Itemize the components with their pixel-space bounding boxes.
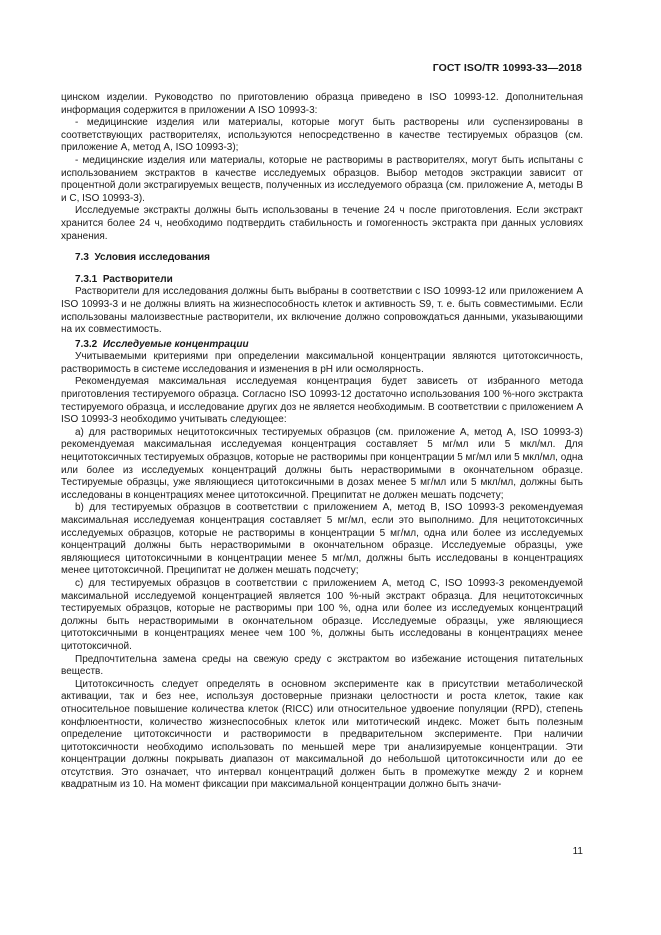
paragraph: Цитотоксичность следует определять в основном эксперименте как в присутствии метаболической активации, так и без нее, используя достоверные признаки целостности и роста клеток, такие как относительное повышение количества клеток (RICC) или относительное удвоение популяции (RPD), степень конфлюентности, количество жизнеспособных клеток или митотический индекс. Может быть полезным определение цитотоксичности и растворимости в предварительном эксперименте. При наличии цитотоксичности необходимо использовать по меньшей мере три анализируемые концентрации. Эти концентрации должны покрывать диапазон от максимальной до небольшой цитотоксичности или до ее отсутствия. Это означает, что интервал концентраций должен быть в промежутке между 2 и корнем квадратным из 10. На момент фиксации при максимальной концентрации должно быть значи-: [61, 678, 583, 791]
section-title: Растворители: [102, 273, 173, 285]
section-number: 7.3.2: [75, 338, 98, 350]
list-item: - медицинские изделия или материалы, которые могут быть растворены или суспензированы в соответствующих растворителях, используются непосредственно в качестве тестируемых образцов (см. приложение А, метод А, ISO 10993-3);: [61, 117, 583, 154]
section-number: 7.3: [75, 252, 89, 264]
paragraph: Растворители для исследования должны быть выбраны в соответствии с ISO 10993-12 или приложением А ISO 10993-3 и не должны влиять на жизнеспособность клеток и активность S9, т. е. быть совместимыми. Если использованы малоизвестные растворители, их включение должно сопровождаться данными, указывающими на их совместимость.: [61, 286, 583, 336]
section-heading-7-3: [61, 252, 583, 265]
page-number: 11: [572, 846, 583, 857]
paragraph: цинском изделии. Руководство по приготовлению образца приведено в ISO 10993-12. Дополнительная информация содержится в приложении А ISO 10993-3:: [61, 92, 583, 116]
section-title: Исследуемые концентрации: [102, 338, 249, 350]
list-item-a: а) для растворимых нецитотоксичных тестируемых образцов (см. приложение А, метод А, ISO 10993-3) рекомендуемая максимальная исследуемая концентрация составляет 5 мг/мл или 5 мкл/мл. Для нецитотоксичных тестируемых образцов, которые не растворимы при концентрации 5 мг/мл или 5 мкл/мл, одна или более из исследуемых концентраций должны быть нерастворимыми в окончательном образце. Тестируемые образцы, уже являющиеся цитотоксичными в дозах менее 5 мг/мл или 5 мкл/мл, должны быть исследованы в концентрациях менее цитотоксичной. Преципитат не должен мешать подсчету;: [61, 426, 583, 501]
document-body: [61, 92, 583, 792]
paragraph: Учитываемыми критериями при определении максимальной концентрации являются цитотоксичность, растворимость в системе исследования и изменения в pH или осмолярность.: [61, 351, 583, 375]
list-item: - медицинские изделия или материалы, которые не растворимы в растворителях, могут быть испытаны с использованием экстрактов в качестве исследуемых образцов. Выбор методов экстракции зависит от процентной доли экстрагируемых веществ, полученных из исследуемого образца (см. приложение А, методы В и С, ISO 10993-3).: [61, 154, 583, 204]
section-title: Условия исследования: [94, 252, 210, 264]
section-number: 7.3.1: [75, 273, 98, 285]
paragraph: Рекомендуемая максимальная исследуемая концентрация будет зависеть от избранного метода приготовления тестируемого образца. Согласно ISO 10993-12 достаточно использования 100 %-ного экстракта тестируемого образца, и исследование других доз не является необходимым. В соответствии с приложением А ISO 10993-3 необходимо учитывать следующее:: [61, 376, 583, 426]
list-item-b: b) для тестируемых образцов в соответствии с приложением А, метод В, ISO 10993-3 рекомендуемая максимальная исследуемая концентрация составляет 5 мг/мл, если это выполнимо. Для нецитотоксичных исследуемых образцов, которые не растворимы в концентрации 5 мг/мл, одна или более из исследуемых концентраций должны быть нерастворимыми в окончательном образце. Исследуемые образцы, уже являющиеся цитотоксичными в концентрации менее 5 мг/мл, должны быть исследованы в концентрациях менее цитотоксичной. Преципитат не должен мешать подсчету;: [61, 502, 583, 577]
section-heading-7-3-1: [61, 274, 583, 287]
paragraph: Исследуемые экстракты должны быть использованы в течение 24 ч после приготовления. Если экстракт хранится более 24 ч, необходимо подтвердить стабильность и гомогенность экстракта при данных условиях хранения.: [61, 205, 583, 242]
paragraph: Предпочтительна замена среды на свежую среду с экстрактом во избежание истощения питательных веществ.: [61, 653, 583, 678]
section-heading-7-3-2: [61, 339, 583, 352]
document-header: ГОСТ ISO/TR 10993-33—2018: [432, 62, 582, 74]
list-item-c: с) для тестируемых образцов в соответствии с приложением А, метод С, ISO 10993-3 рекомендуемой максимальной исследуемой концентрацией является 100 %-ный экстракт образца. Для нецитотоксичных тестируемых образцов, которые не растворимы при 100 %, одна или более из исследуемых концентраций должны быть нерастворимыми в окончательном образце. Исследуемые образцы, уже являющиеся цитотоксичными в концентрациях менее чем 100 %, должны быть исследованы в концентрациях менее цитотоксичной.: [61, 577, 583, 652]
